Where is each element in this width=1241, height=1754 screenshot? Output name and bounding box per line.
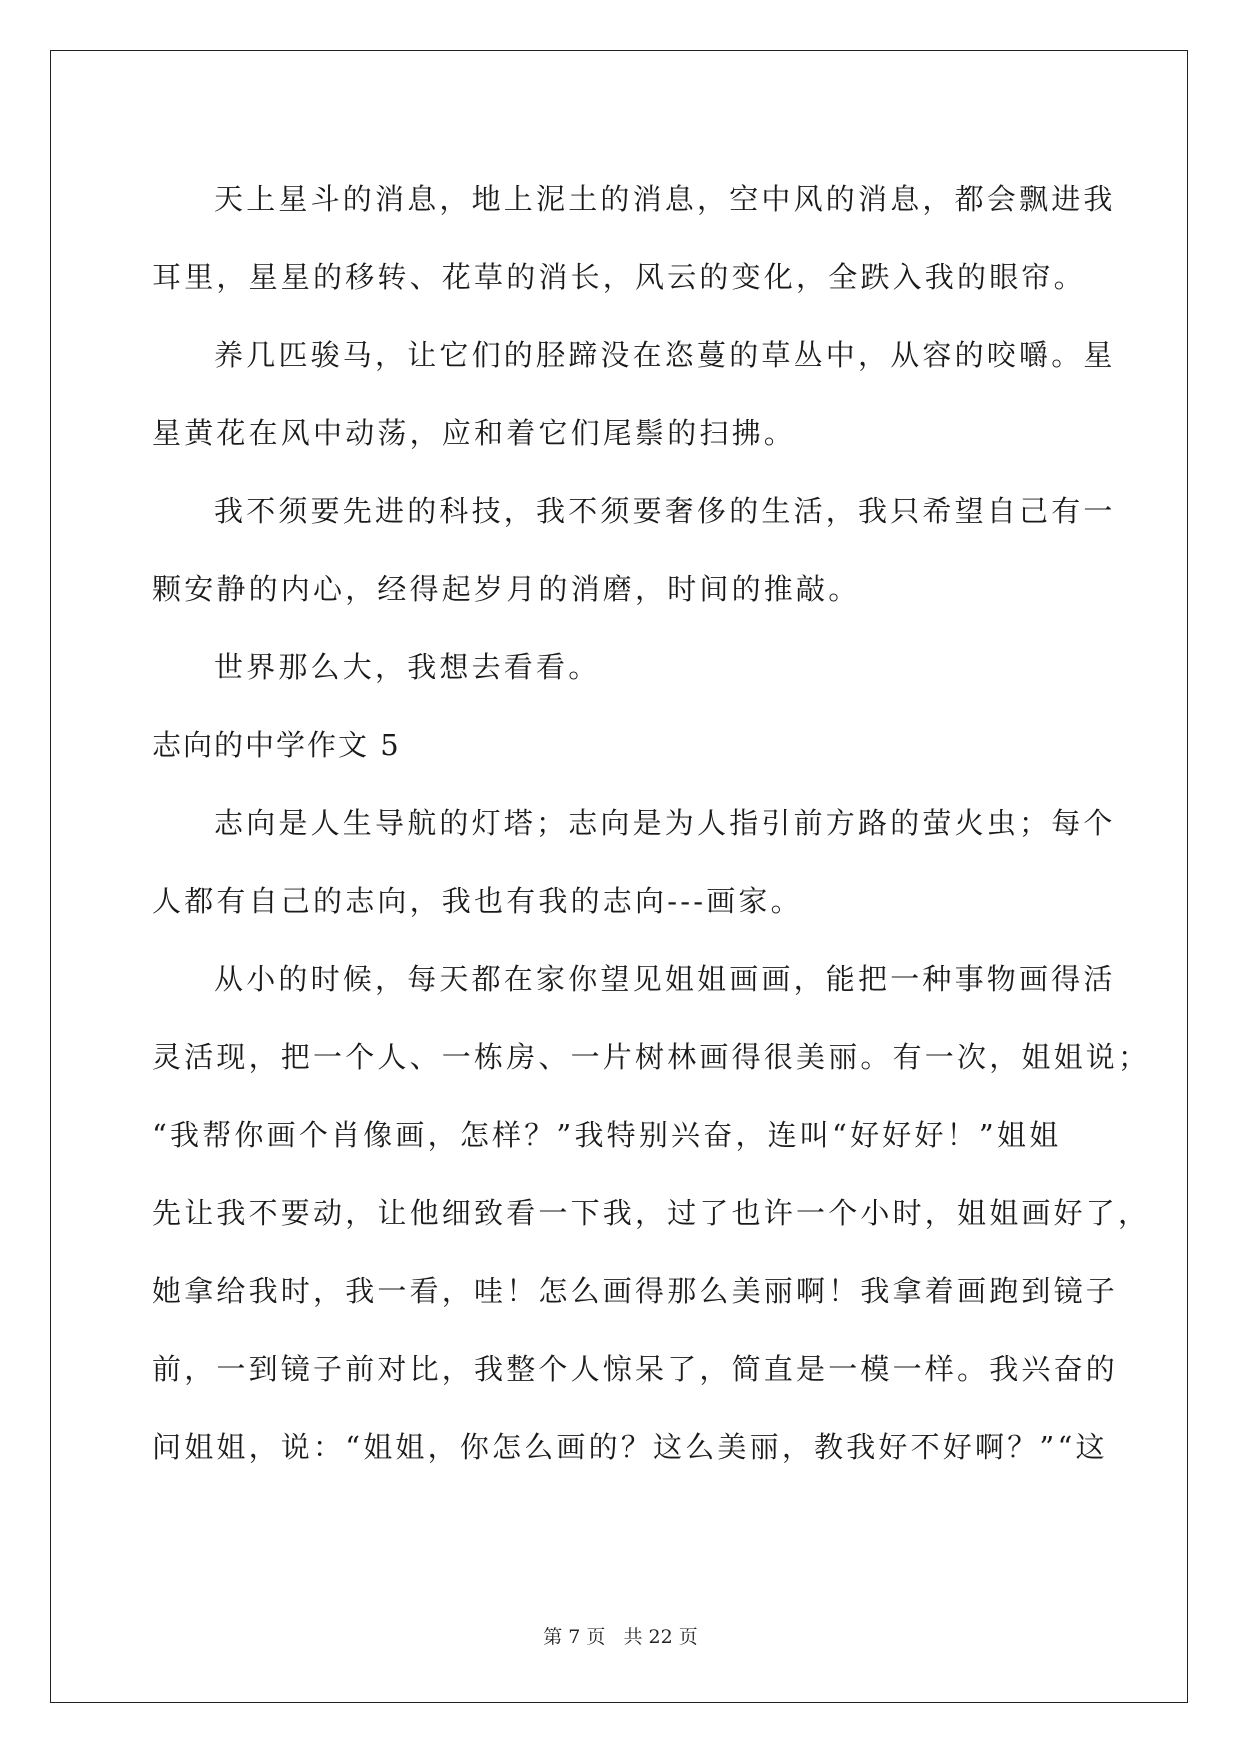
text-line: 世界那么大，我想去看看。 <box>214 650 601 684</box>
page-total: 共 22 页 <box>623 1626 698 1648</box>
text-line: 养几匹骏马，让它们的胫蹄没在恣蔓的草丛中，从容的咬嚼。星 <box>214 338 1116 372</box>
text-line: 从小的时候，每天都在家你望见姐姐画画，能把一种事物画得活 <box>214 962 1116 996</box>
text-line: “我帮你画个肖像画，怎样？”我特别兴奋，连叫“好好好！”姐姐 <box>152 1118 1062 1152</box>
section-heading: 志向的中学作文 5 <box>152 728 401 762</box>
text-line: 颗安静的内心，经得起岁月的消磨，时间的推敲。 <box>152 572 861 606</box>
text-line: 前，一到镜子前对比，我整个人惊呆了，简直是一模一样。我兴奋的 <box>152 1352 1119 1386</box>
text-line: 人都有自己的志向，我也有我的志向---画家。 <box>152 884 803 918</box>
text-line: 天上星斗的消息，地上泥土的消息，空中风的消息，都会飘进我 <box>214 182 1116 216</box>
text-line: 问姐姐，说：“姐姐，你怎么画的？这么美丽，教我好不好啊？”“这 <box>152 1430 1108 1464</box>
text-line: 星黄花在风中动荡，应和着它们尾鬃的扫拂。 <box>152 416 797 450</box>
page-number: 第 7 页 <box>543 1626 606 1648</box>
page-footer <box>0 1622 1241 1649</box>
text-line: 志向是人生导航的灯塔；志向是为人指引前方路的萤火虫；每个 <box>214 806 1116 840</box>
document-body <box>152 160 1151 1486</box>
text-line: 她拿给我时，我一看，哇！怎么画得那么美丽啊！我拿着画跑到镜子 <box>152 1274 1119 1308</box>
text-line: 先让我不要动，让他细致看一下我，过了也许一个小时，姐姐画好了， <box>152 1196 1151 1230</box>
text-line: 耳里，星星的移转、花草的消长，风云的变化，全跌入我的眼帘。 <box>152 260 1086 294</box>
text-line: 我不须要先进的科技，我不须要奢侈的生活，我只希望自己有一 <box>214 494 1116 528</box>
text-line: 灵活现，把一个人、一栋房、一片树林画得很美丽。有一次，姐姐说； <box>152 1040 1151 1074</box>
